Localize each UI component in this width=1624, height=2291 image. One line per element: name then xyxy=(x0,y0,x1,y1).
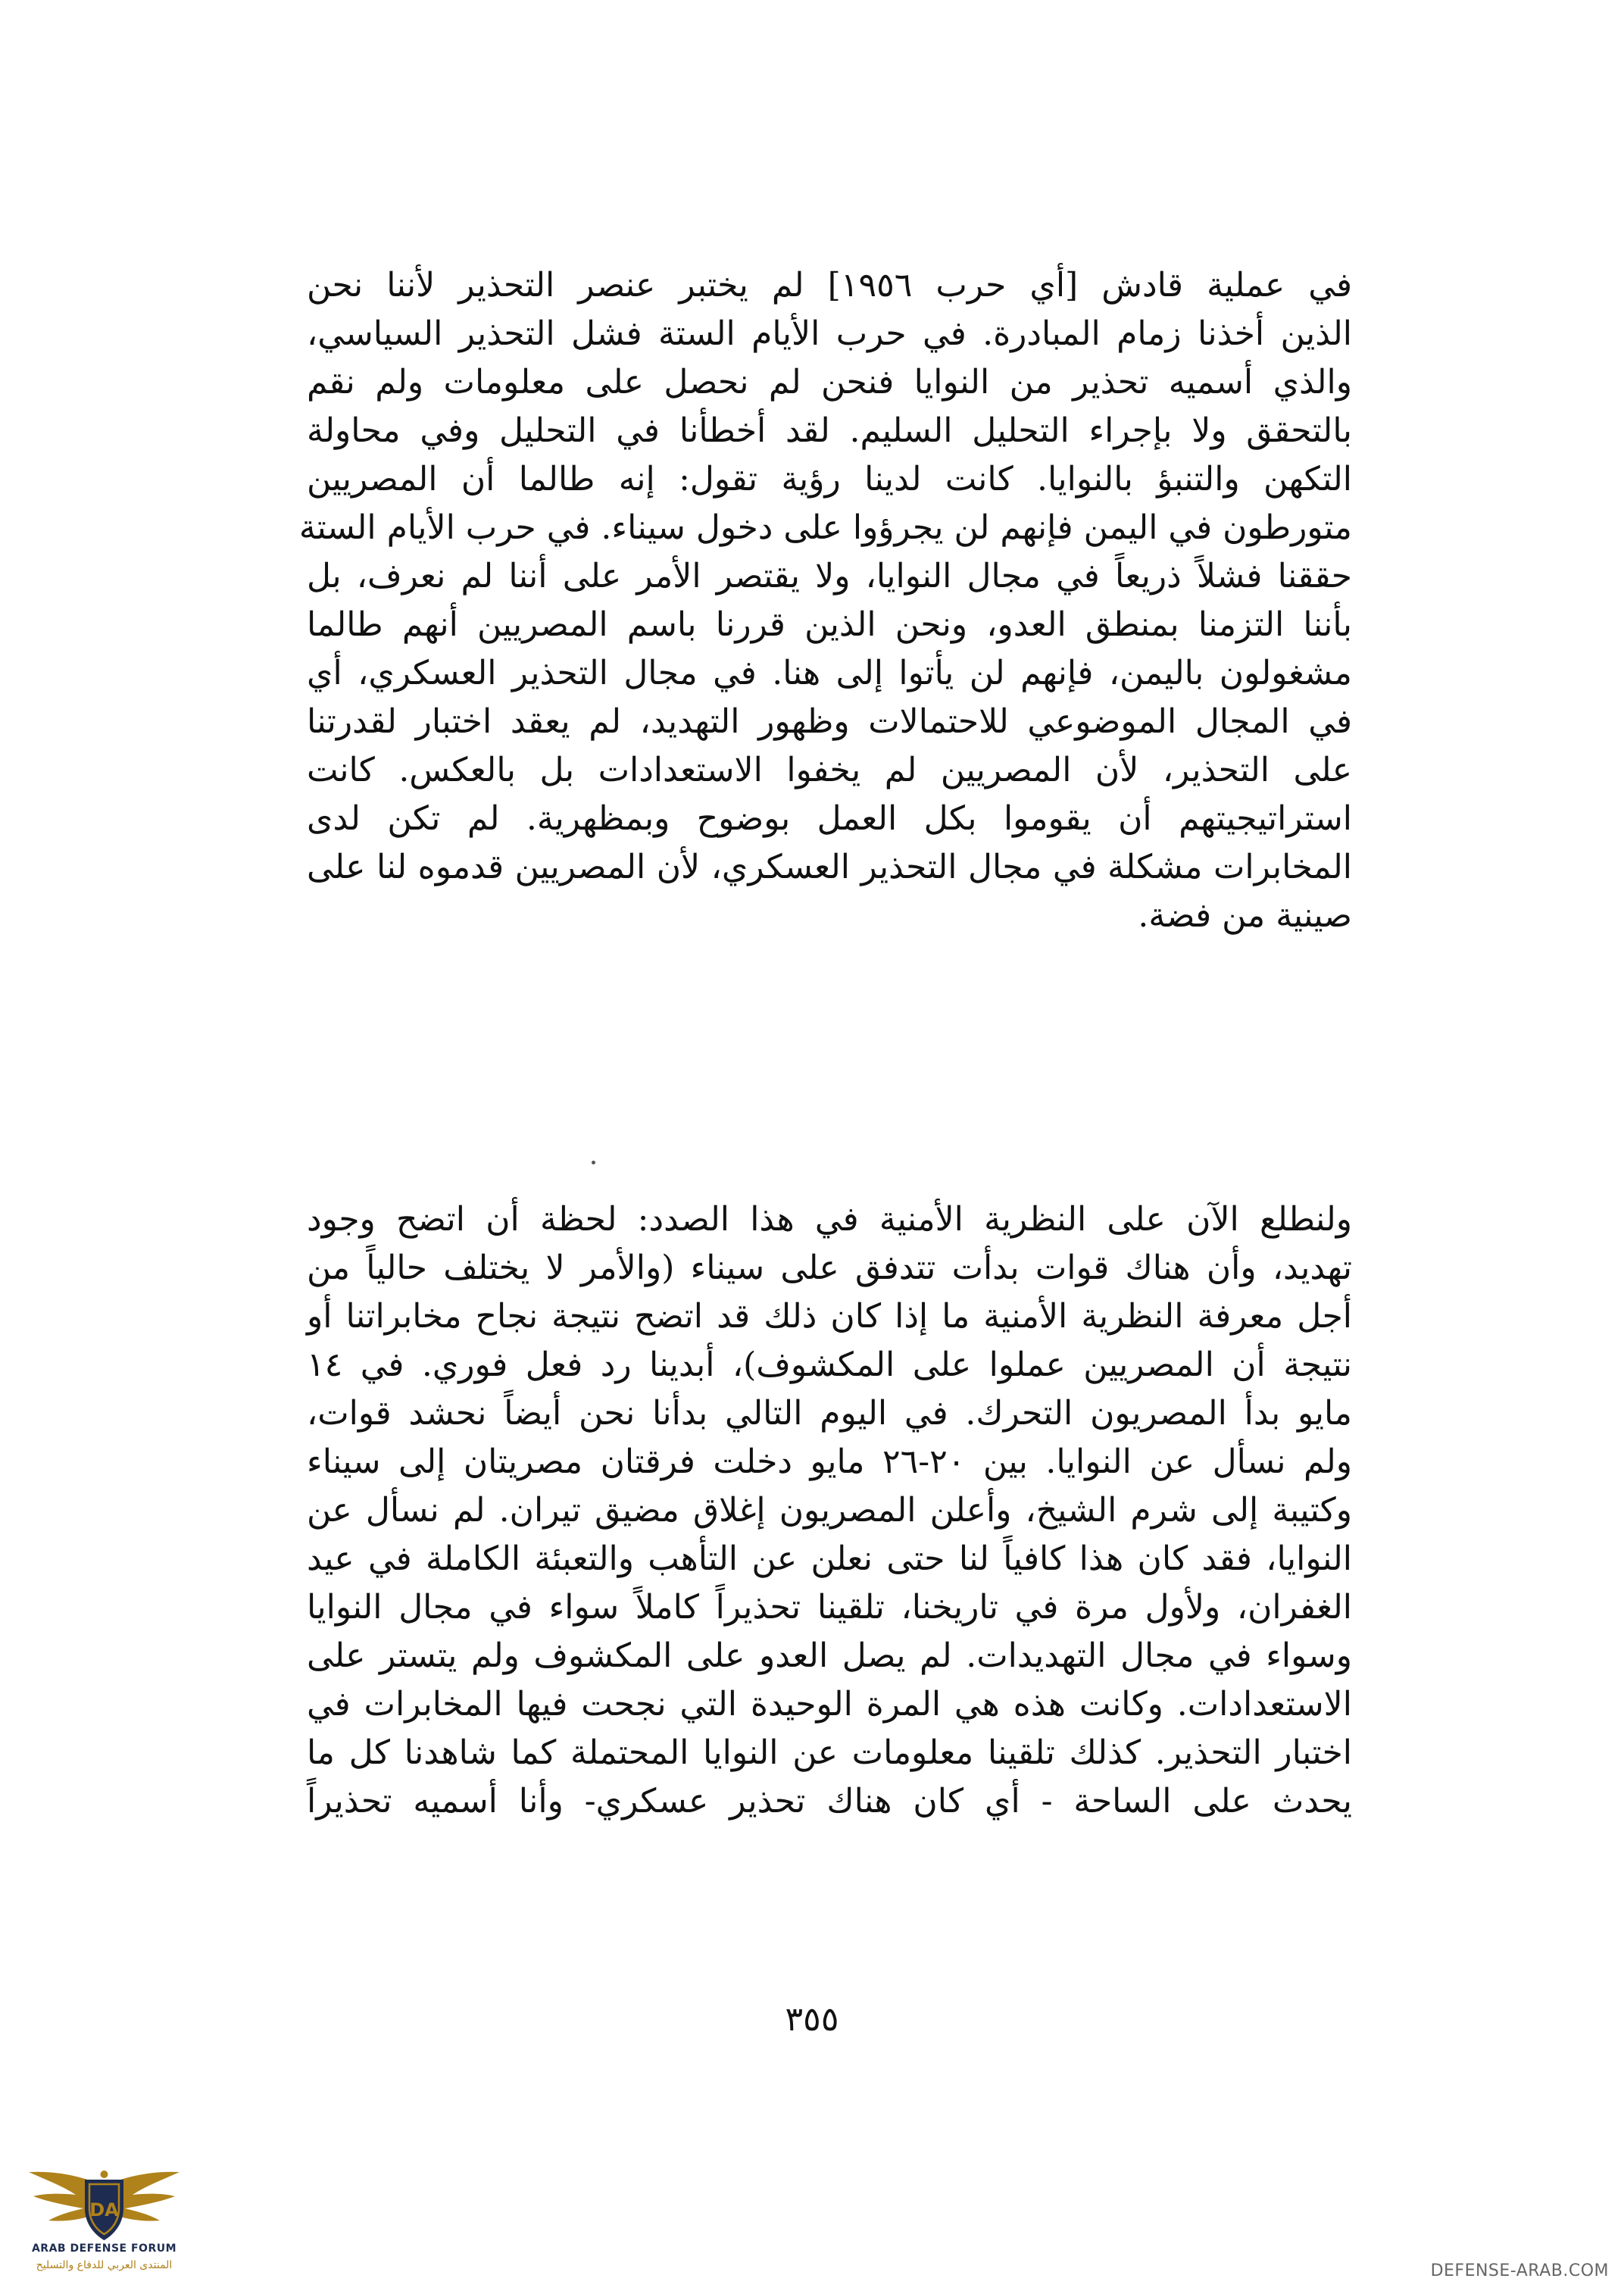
text-line: ولم نسأل عن النوايا. بين ٢٠-٢٦ مايو دخلت فرقتان مصريتان إلى سيناء xyxy=(307,1442,1352,1481)
text-line: يحدث على الساحة - أي كان هناك تحذير عسكري- وأنا أسميه تحذيراً xyxy=(307,1782,1352,1821)
text-line: الاستعدادات. وكانت هذه هي المرة الوحيدة التي نجحت فيها المخابرات في xyxy=(307,1685,1352,1724)
text-line: المخابرات مشكلة في مجال التحذير العسكري، لأن المصريين قدموه لنا على xyxy=(307,848,1353,886)
text-line: وكتيبة إلى شرم الشيخ، وأعلن المصريون إغلاق مضيق تيران. لم نسأل عن xyxy=(307,1491,1352,1530)
text-line: تهديد، وأن هناك قوات بدأت تتدفق على سيناء (والأمر لا يختلف حالياً من xyxy=(307,1249,1352,1287)
logo-name: ARAB DEFENSE FORUM xyxy=(31,2243,177,2255)
text-line: الغفران، ولأول مرة في تاريخنا، تلقينا تحذيراً كاملاً سواء في مجال النوايا xyxy=(307,1588,1352,1627)
paragraph-2 xyxy=(307,1196,1352,1826)
text-line: الذين أخذنا زمام المبادرة. في حرب الأيام الستة فشل التحذير السياسي، xyxy=(307,314,1352,353)
text-line: في المجال الموضوعي للاحتمالات وظهور التهديد، لم يعقد اختبار لقدرتنا xyxy=(307,702,1352,741)
page-number: ٣٥٥ xyxy=(785,2000,839,2039)
text-line: متورطون في اليمن فإنهم لن يجرؤوا على دخول سيناء. في حرب الأيام الستة xyxy=(298,508,1352,547)
logo-monogram: DA xyxy=(89,2199,119,2221)
text-line: بالتحقق ولا بإجراء التحليل السليم. لقد أخطأنا في التحليل وفي محاولة xyxy=(307,411,1352,450)
site-watermark: DEFENSE-ARAB.COM xyxy=(1430,2261,1609,2280)
text-line: مايو بدأ المصريون التحرك. في اليوم التالي بدأنا نحن أيضاً نحشد قوات، xyxy=(307,1394,1352,1433)
text-line: أجل معرفة النظرية الأمنية ما إذا كان ذلك قد اتضح نتيجة نجاح مخابراتنا أو xyxy=(307,1297,1352,1336)
text-line: التكهن والتنبؤ بالنوايا. كانت لدينا رؤية تقول: إنه طالما أن المصريين xyxy=(307,460,1352,499)
logo-tagline: المنتدى العربي للدفاع والتسليح xyxy=(36,2259,173,2271)
text-line: على التحذير، لأن المصريين لم يخفوا الاستعدادات بل بالعكس. كانت xyxy=(307,751,1352,789)
text-line: مشغولون باليمن، فإنهم لن يأتوا إلى هنا. في مجال التحذير العسكري، أي xyxy=(307,654,1352,692)
paragraph-1 xyxy=(298,261,1353,940)
text-line: حققنا فشلاً ذريعاً في مجال النوايا، ولا يقتصر الأمر على أننا لم نعرف، بل xyxy=(307,557,1352,595)
text-line: نتيجة أن المصريين عملوا على المكشوف)، أبدينا رد فعل فوري. في ١٤ xyxy=(307,1346,1352,1384)
text-line: في عملية قادش [أي حرب ١٩٥٦] لم يختبر عنصر التحذير لأننا نحن xyxy=(307,266,1352,305)
text-line: ولنطلع الآن على النظرية الأمنية في هذا الصدد: لحظة أن اتضح وجود xyxy=(307,1200,1352,1239)
text-line: صينية من فضة. xyxy=(1138,896,1352,935)
text-line: استراتيجيتهم أن يقوموا بكل العمل بوضوح وبمظهرية. لم تكن لدى xyxy=(307,799,1352,838)
text-line: اختبار التحذير. كذلك تلقينا معلومات عن النوايا المحتملة كما شاهدنا كل ما xyxy=(307,1733,1352,1772)
text-line: وسواء في مجال التهديدات. لم يصل العدو على المكشوف ولم يتستر على xyxy=(307,1636,1352,1675)
text-line: بأننا التزمنا بمنطق العدو، ونحن الذين قررنا باسم المصريين أنهم طالما xyxy=(307,605,1352,644)
text-line: والذي أسميه تحذير من النوايا فنحن لم نحصل على معلومات ولم نقم xyxy=(307,363,1352,402)
scan-dot xyxy=(592,1161,595,1164)
text-line: النوايا، فقد كان هذا كافياً لنا حتى نعلن عن التأهب والتعبئة الكاملة في عيد xyxy=(307,1539,1352,1578)
